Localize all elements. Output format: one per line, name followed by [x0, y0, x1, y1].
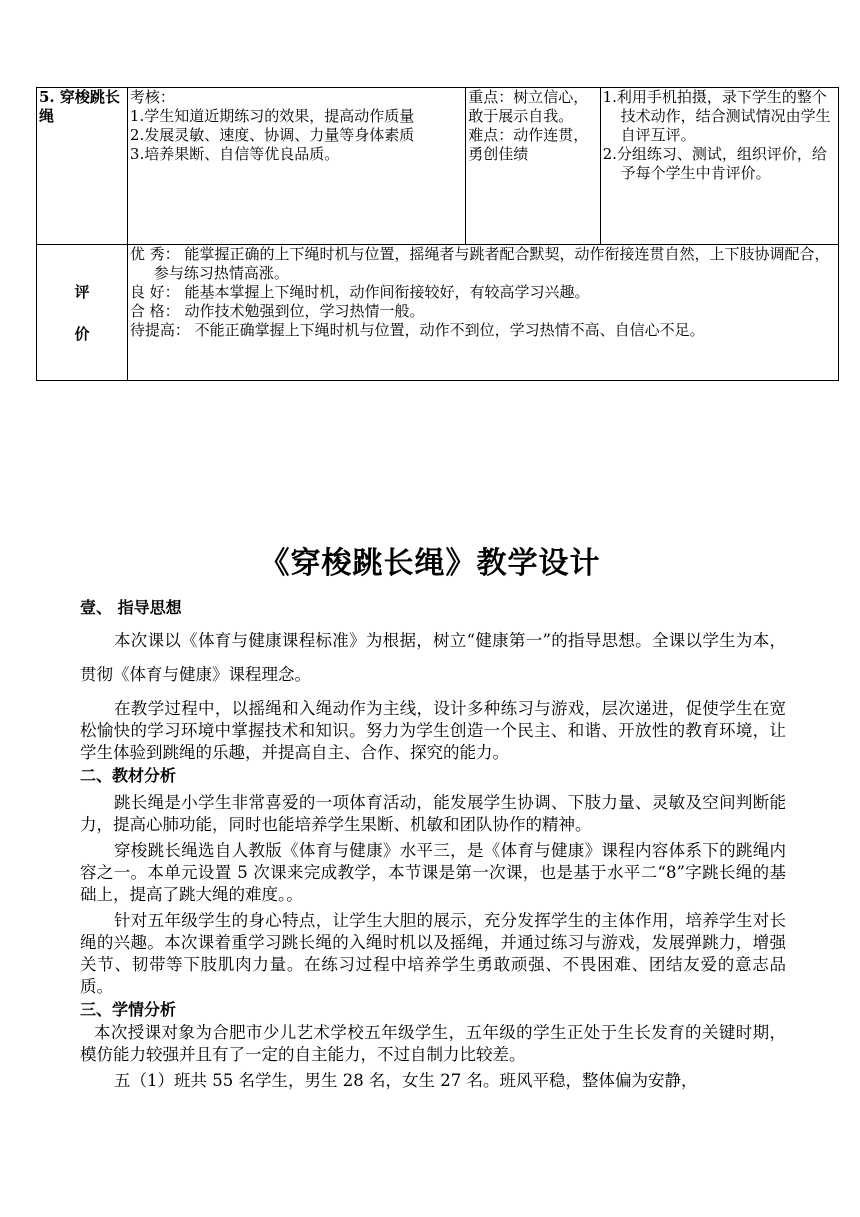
method-item: 1.利用手机拍摄，录下学生的整个技术动作，结合测试情况由学生自评互评。	[602, 88, 831, 144]
paragraph: 穿梭跳长绳选自人教版《体育与健康》水平三，是《体育与健康》课程内容体系下的跳绳内容之一。本单元设置 5 次课来完成教学，本节课是第一次课，也是基于水平二“8”字跳长绳的基础上，提高了跳大绳的难度。。	[80, 841, 786, 904]
section-heading: 三、学情分析	[80, 1000, 177, 1019]
evaluation-level: 良 好： 能基本掌握上下绳时机，动作间衔接较好，有较高学习兴趣。	[129, 283, 590, 301]
evaluation-level: 优 秀： 能掌握正确的上下绳时机与位置，摇绳者与跳者配合默契，动作衔接连贯自然，上下肢协调配合，参与练习热情高涨。	[129, 245, 830, 282]
document-title: 《穿梭跳长绳》教学设计	[259, 546, 601, 581]
section-heading: 壹、 指导思想	[80, 598, 182, 617]
table-row	[37, 245, 839, 381]
goal-item: 1.学生知道近期练习的效果，提高动作质量	[129, 107, 415, 125]
paragraph: 本次授课对象为合肥市少儿艺术学校五年级学生，五年级的学生正处于生长发育的关键时期，模仿能力较强并且有了一定的自主能力，不过自制力比较差。	[80, 1023, 786, 1064]
evaluation-label-2: 价	[74, 324, 90, 343]
goal-item: 2.发展灵敏、速度、协调、力量等身体素质	[129, 126, 415, 144]
table-row	[37, 88, 839, 245]
goals-heading: 考核：	[129, 88, 175, 106]
paragraph: 在教学过程中，以摇绳和入绳动作为主线，设计多种练习与游戏，层次递进，促使学生在宽松愉快的学习环境中掌握技术和知识。努力为学生创造一个民主、和谐、开放性的教育环境，让学生体验到跳绳的乐趣，并提高自主、合作、探究的能力。	[80, 699, 786, 762]
paragraph: 针对五年级学生的身心特点，让学生大胆的展示，充分发挥学生的主体作用，培养学生对长绳的兴趣。本次课着重学习跳长绳的入绳时机以及摇绳，并通过练习与游戏，发展弹跳力，增强关节、韧带等下肢肌肉力量。在练习过程中培养学生勇敢顽强、不畏困难、团结友爱的意志品质。	[80, 911, 786, 996]
evaluation-levels-cell	[127, 245, 838, 381]
goals-cell	[127, 88, 465, 245]
difficulty-text: 难点：动作连贯，勇创佳绩	[468, 126, 589, 163]
document-body	[80, 596, 786, 1092]
method-item: 2.分组练习、测试，组织评价，给予每个学生中肯评价。	[602, 145, 827, 182]
section-heading: 二、教材分析	[80, 766, 177, 785]
lesson-plan-table	[36, 87, 839, 381]
item-name-cell: 5. 穿梭跳长绳	[37, 88, 128, 245]
evaluation-level: 合 格： 动作技术勉强到位，学习热情一般。	[129, 302, 425, 320]
goal-item: 3.培养果断、自信等优良品质。	[129, 145, 340, 163]
key-point-text: 重点：树立信心，敢于展示自我。	[468, 88, 589, 125]
methods-cell	[600, 88, 838, 245]
evaluation-label-1: 评	[74, 282, 90, 301]
key-points-cell	[466, 88, 600, 245]
paragraph: 跳长绳是小学生非常喜爱的一项体育活动，能发展学生协调、下肢力量、灵敏及空间判断能力，提高心肺功能，同时也能培养学生果断、机敏和团队协作的精神。	[80, 793, 786, 834]
evaluation-level: 待提高： 不能正确掌握上下绳时机与位置，动作不到位，学习热情不高、自信心不足。	[129, 321, 705, 339]
evaluation-label-cell	[37, 245, 128, 381]
paragraph: 本次课以《体育与健康课程标准》为根据，树立“健康第一”的指导思想。全课以学生为本，贯彻《体育与健康》课程理念。	[80, 631, 786, 684]
paragraph: 五（1）班共 55 名学生，男生 28 名，女生 27 名。班风平稳，整体偏为安静，	[114, 1071, 698, 1090]
